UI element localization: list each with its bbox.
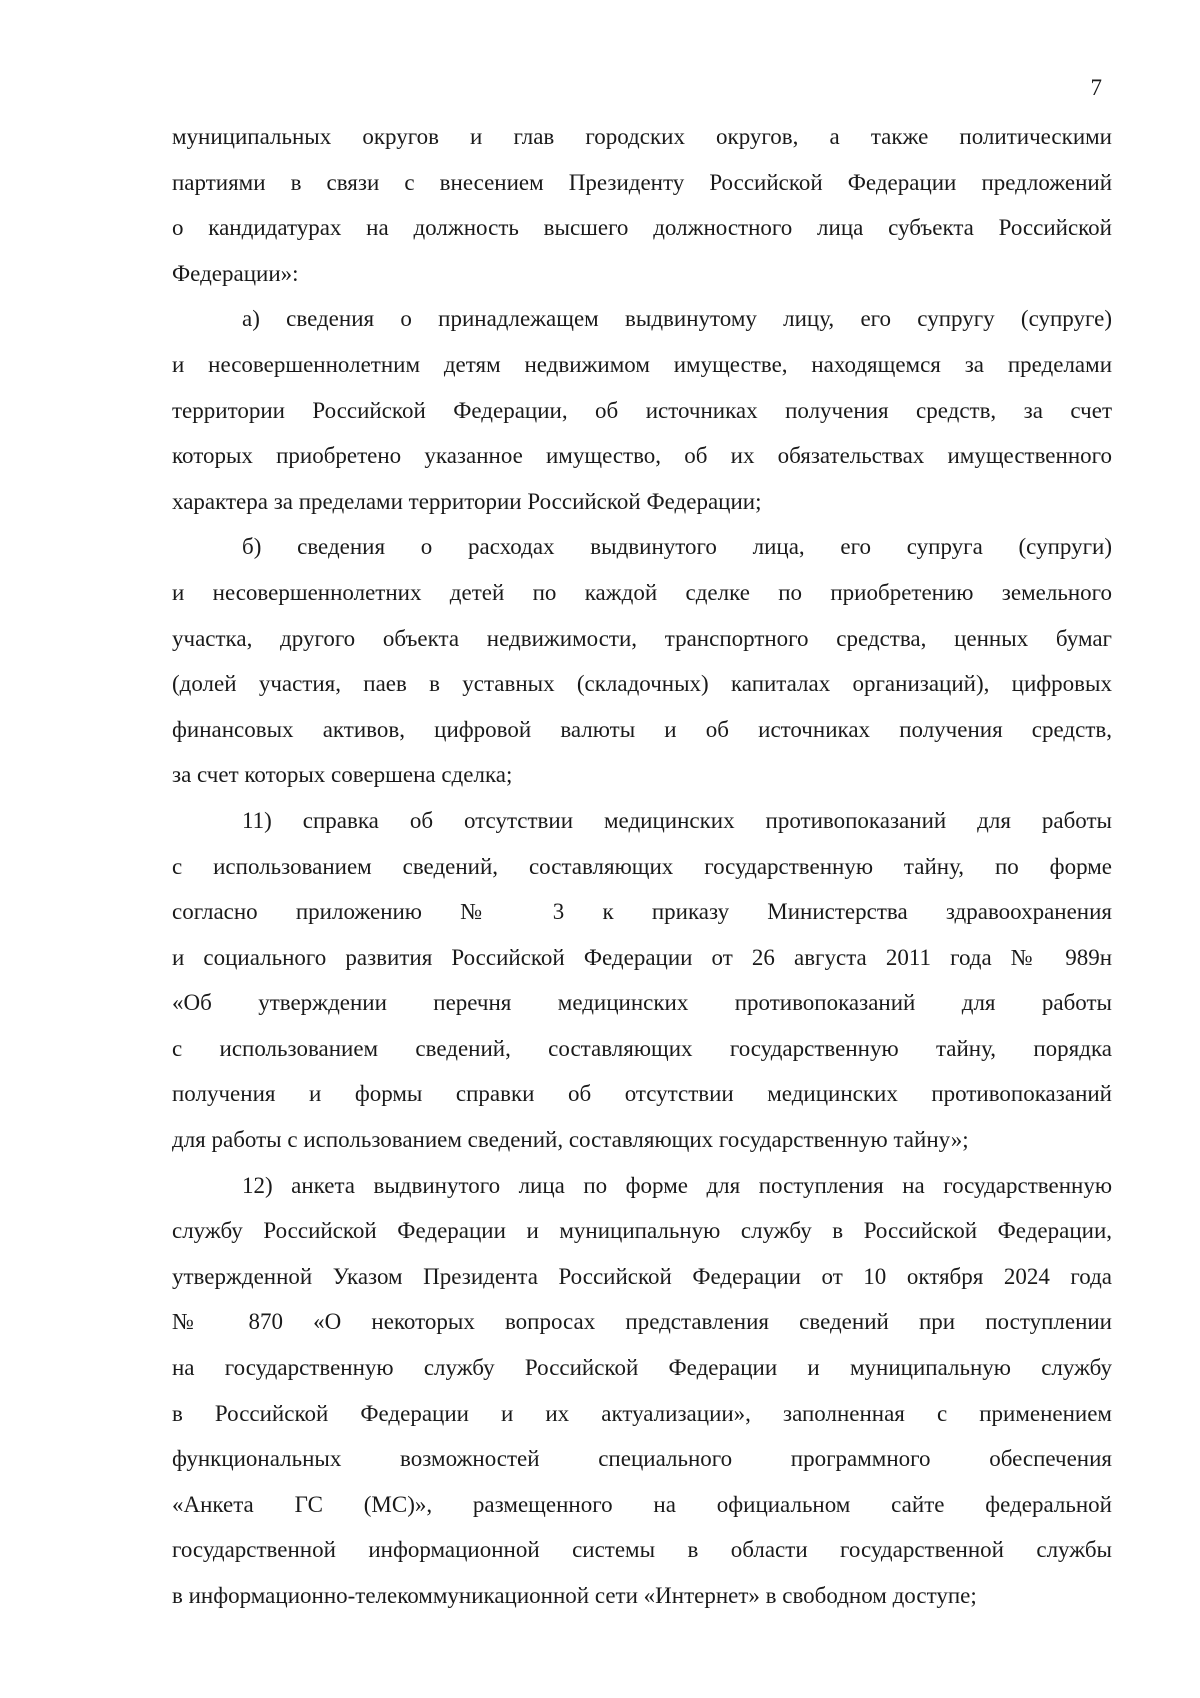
paragraph-item-12 [172,1163,1112,1619]
text-line: за счет которых совершена сделка; [172,762,513,788]
text-line: утвержденной Указом Президента Российской Федерации от 10 октября 2024 года [172,1263,1112,1289]
paragraph-item-b [172,524,1112,798]
text-line: б) сведения о расходах выдвинутого лица, его супруга (супруги) [242,534,1112,560]
text-line: № 870 «О некоторых вопросах представления сведений при поступлении [172,1309,1112,1335]
text-line: 11) справка об отсутствии медицинских противопоказаний для работы [242,807,1112,833]
text-line: в Российской Федерации и их актуализации», заполненная с применением [172,1400,1112,1426]
page-number: 7 [1090,75,1102,100]
text-line: «Об утверждении перечня медицинских противопоказаний для работы [172,990,1112,1016]
text-line: Федерации»: [172,260,299,286]
text-line: получения и формы справки об отсутствии медицинских противопоказаний [172,1081,1112,1107]
text-line: на государственную службу Российской Федерации и муниципальную службу [172,1355,1112,1381]
text-line: муниципальных округов и глав городских округов, а также политическими [172,124,1112,149]
text-line: и несовершеннолетним детям недвижимом имуществе, находящемся за пределами [172,351,1112,377]
text-line: а) сведения о принадлежащем выдвинутому лицу, его супругу (супруге) [242,306,1112,332]
paragraph-item-11 [172,798,1112,1163]
text-line: территории Российской Федерации, об источниках получения средств, за счет [172,397,1112,423]
document-body [172,114,1112,1619]
text-line: «Анкета ГС (МС)», размещенного на официальном сайте федеральной [172,1491,1112,1517]
text-line: согласно приложению № 3 к приказу Министерства здравоохранения [172,899,1112,925]
text-line: и несовершеннолетних детей по каждой сделке по приобретению земельного [172,579,1112,605]
text-line: которых приобретено указанное имущество, об их обязательствах имущественного [172,443,1112,469]
text-line: с использованием сведений, составляющих государственную тайну, порядка [172,1035,1112,1061]
text-line: о кандидатурах на должность высшего должностного лица субъекта Российской [172,215,1112,241]
text-line: характера за пределами территории Российской Федерации; [172,488,762,514]
text-line: финансовых активов, цифровой валюты и об источниках получения средств, [172,716,1112,742]
text-line: (долей участия, паев в уставных (складочных) капиталах организаций), цифровых [172,671,1112,697]
paragraph-item-a [172,296,1112,524]
text-line: службу Российской Федерации и муниципальную службу в Российской Федерации, [172,1218,1112,1244]
text-line: партиями в связи с внесением Президенту Российской Федерации предложений [172,169,1112,195]
text-line: для работы с использованием сведений, составляющих государственную тайну»; [172,1127,969,1153]
text-line: государственной информационной системы в области государственной службы [172,1537,1112,1563]
paragraph-continuation [172,114,1112,296]
text-line: функциональных возможностей специального программного обеспечения [172,1446,1112,1472]
text-line: с использованием сведений, составляющих государственную тайну, по форме [172,853,1112,879]
text-line: 12) анкета выдвинутого лица по форме для поступления на государственную [242,1172,1112,1198]
text-line: в информационно-телекоммуникационной сети «Интернет» в свободном доступе; [172,1583,977,1608]
text-line: участка, другого объекта недвижимости, транспортного средства, ценных бумаг [172,625,1112,651]
text-line: и социального развития Российской Федерации от 26 августа 2011 года № 989н [172,944,1112,970]
